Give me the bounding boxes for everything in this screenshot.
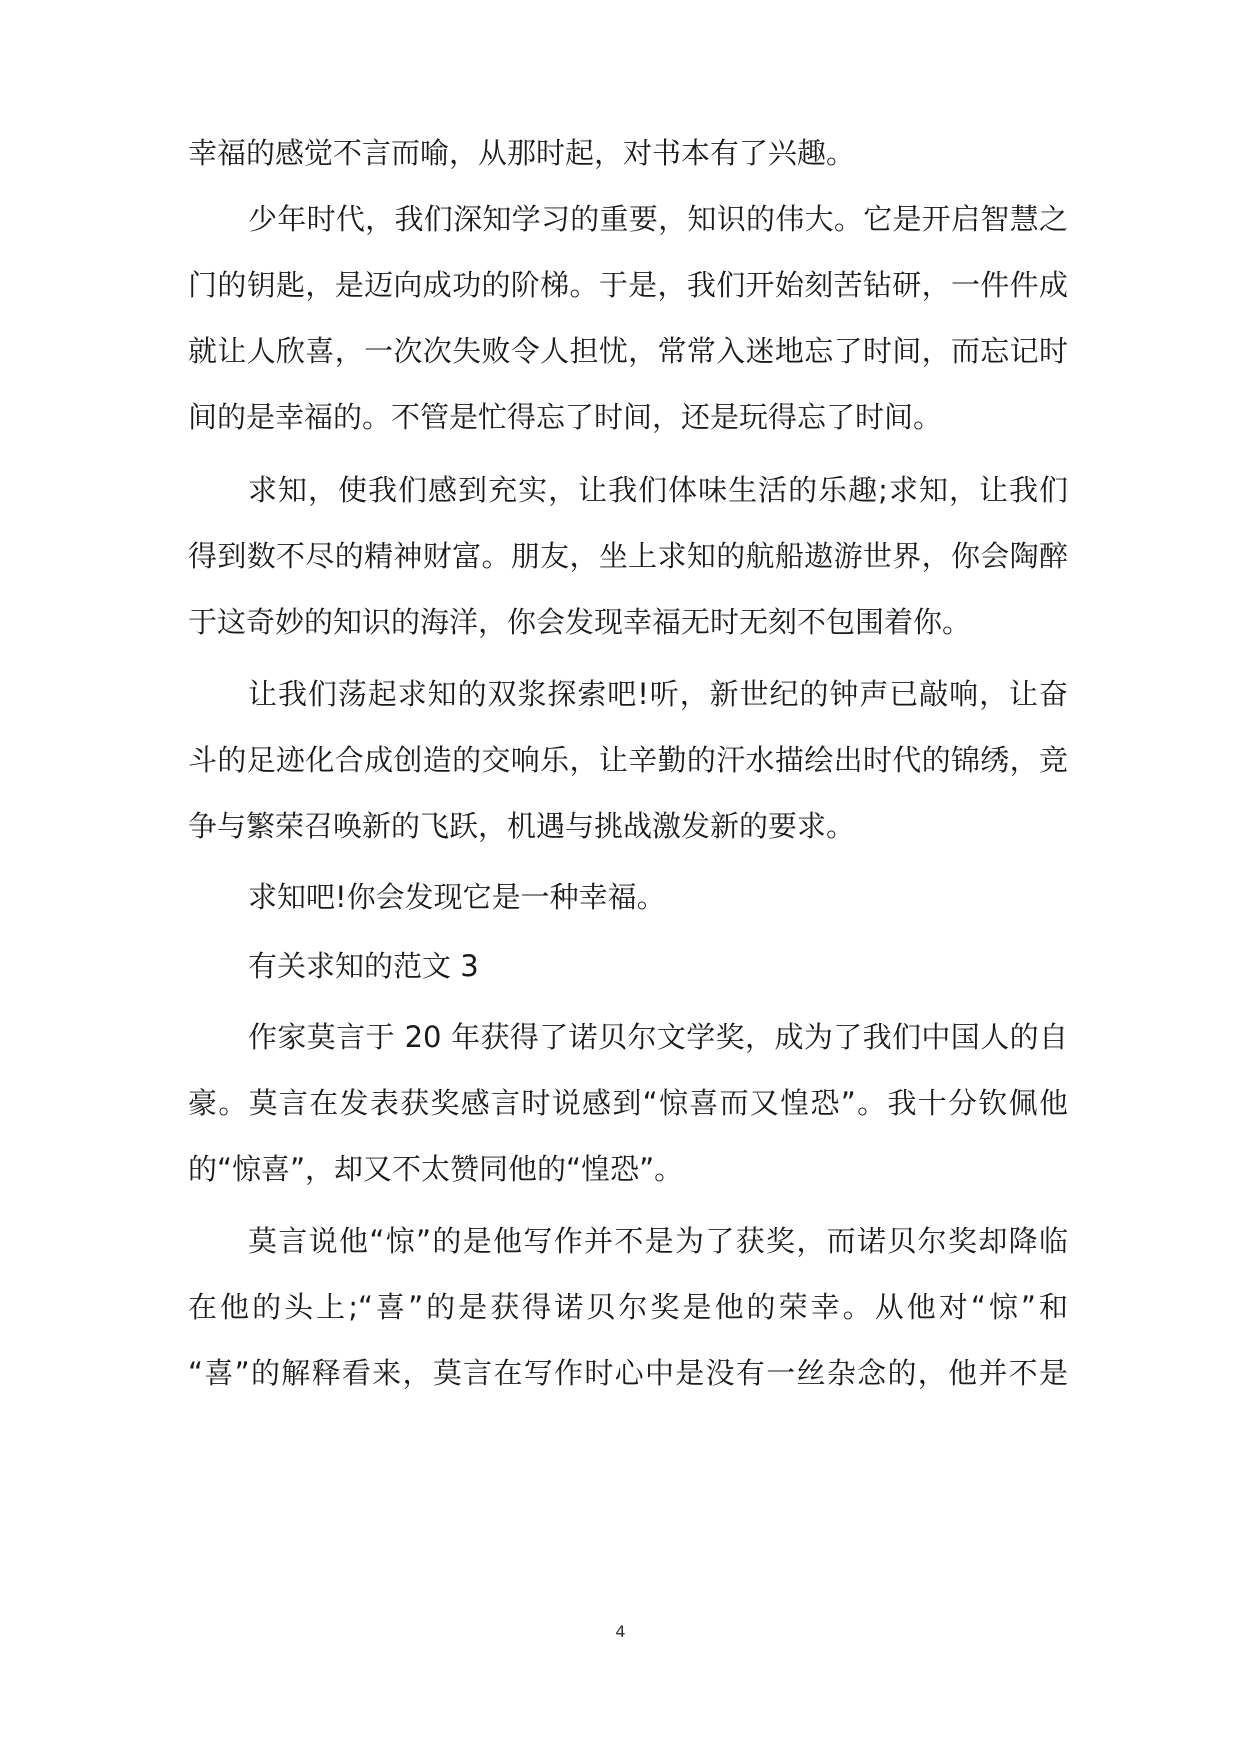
text-line: 少年时代，我们深知学习的重要，知识的伟大。它是开启智慧之: [248, 202, 1068, 236]
text-line: 幸福的感觉不言而喻，从那时起，对书本有了兴趣。: [188, 136, 856, 170]
text-line: 争与繁荣召唤新的飞跃，机遇与挑战激发新的要求。: [188, 809, 856, 843]
text-line: 间的是幸福的。不管是忙得忘了时间，还是玩得忘了时间。: [188, 400, 943, 434]
text-line: 莫言说他“惊”的是他写作并不是为了获奖，而诺贝尔奖却降临: [248, 1224, 1068, 1258]
text-line: 得到数不尽的精神财富。朋友，坐上求知的航船遨游世界，你会陶醉: [188, 539, 1068, 573]
text-line: 让我们荡起求知的双浆探索吧!听，新世纪的钟声已敲响，让奋: [248, 677, 1068, 711]
text-line: 求知吧!你会发现它是一种幸福。: [248, 880, 666, 914]
text-line: 就让人欣喜，一次次失败令人担忧，常常入迷地忘了时间，而忘记时: [188, 334, 1068, 368]
text-line: “喜”的解释看来，莫言在写作时心中是没有一丝杂念的，他并不是: [188, 1356, 1068, 1390]
text-line: 在他的头上;“喜”的是获得诺贝尔奖是他的荣幸。从他对“惊”和: [188, 1290, 1068, 1324]
text-line: 门的钥匙，是迈向成功的阶梯。于是，我们开始刻苦钻研，一件件成: [188, 268, 1068, 302]
page-number: 4: [615, 1622, 626, 1641]
text-line: 豪。莫言在发表获奖感言时说感到“惊喜而又惶恐”。我十分钦佩他: [188, 1086, 1068, 1120]
text-line: 于这奇妙的知识的海洋，你会发现幸福无时无刻不包围着你。: [188, 605, 972, 639]
section-heading: 有关求知的范文 3: [248, 949, 479, 983]
text-line: 求知，使我们感到充实，让我们体味生活的乐趣;求知，让我们: [248, 473, 1068, 507]
text-line: 斗的足迹化合成创造的交响乐，让辛勤的汗水描绘出时代的锦绣，竞: [188, 743, 1068, 777]
text-line: 作家莫言于 20 年获得了诺贝尔文学奖，成为了我们中国人的自: [248, 1020, 1068, 1054]
text-line: 的“惊喜”，却又不太赞同他的“惶恐”。: [188, 1152, 684, 1186]
